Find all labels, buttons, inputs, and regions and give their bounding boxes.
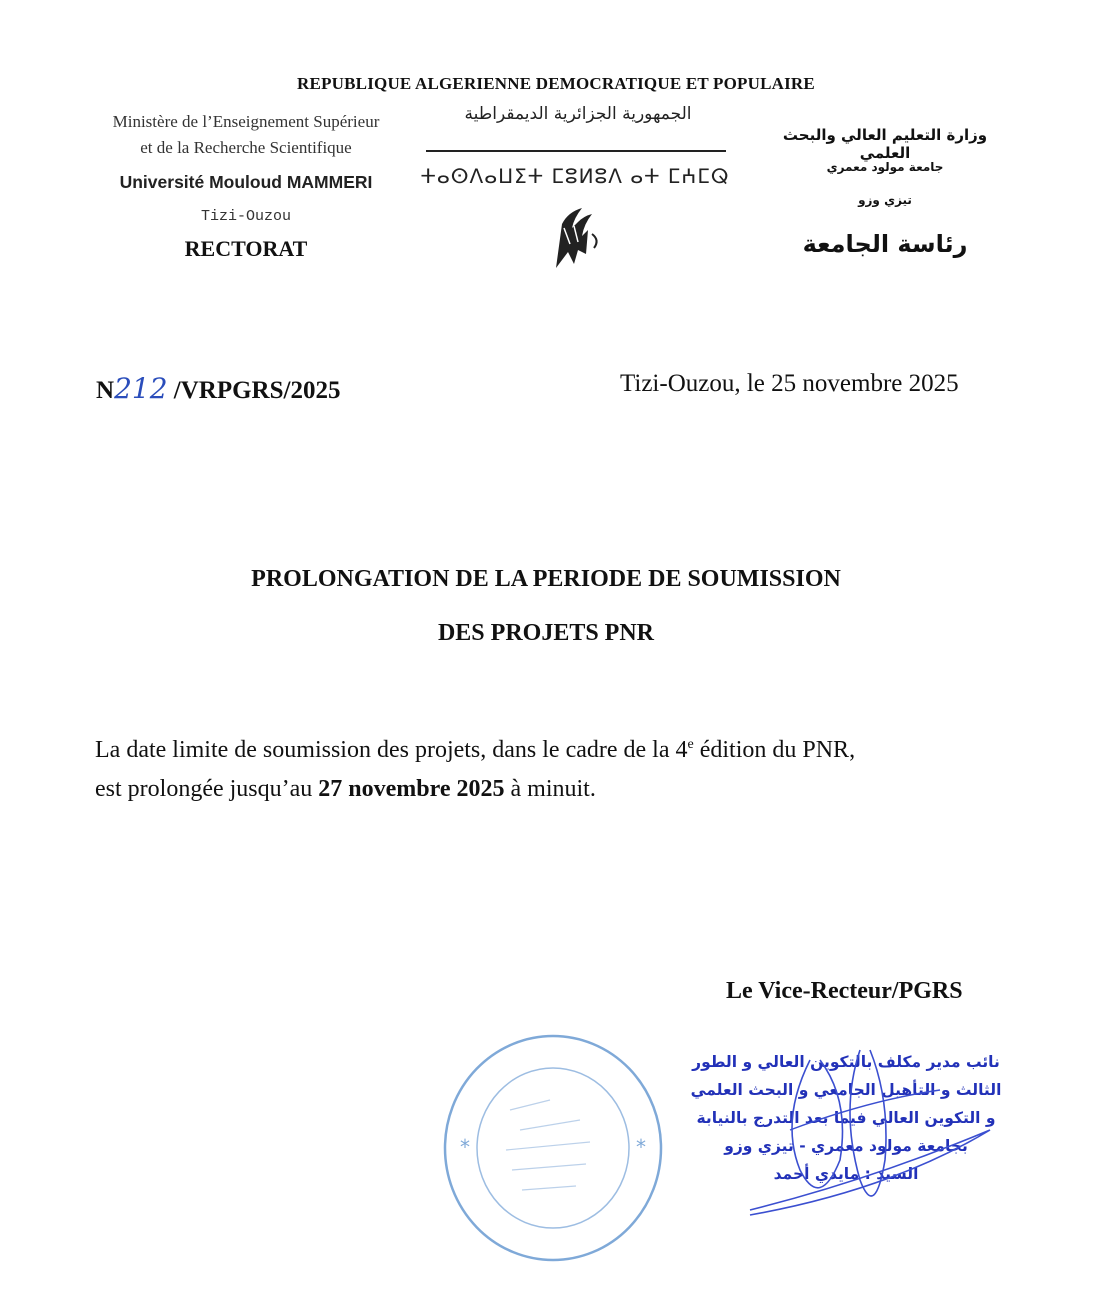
- header-divider: [426, 150, 726, 152]
- ministry-name-arabic: وزارة التعليم العالي والبحث العلمي: [782, 126, 988, 162]
- svg-text:*: *: [460, 1135, 470, 1159]
- university-name-arabic: جامعة مولود معمري: [826, 160, 944, 174]
- deadline-date: 27 novembre 2025: [318, 776, 505, 802]
- university-city: Tizi-Ouzou: [200, 208, 291, 225]
- university-name: Université Mouloud MAMMERI: [119, 172, 373, 192]
- signer-title: Le Vice-Recteur/PGRS: [726, 978, 963, 1004]
- reference-number: [96, 372, 340, 405]
- office-name: RECTORAT: [184, 236, 308, 261]
- reference-prefix: N: [96, 377, 115, 404]
- reference-handwritten-number: 212: [114, 372, 168, 405]
- stamp-line: الثالث و التأهيل الجامعي و البحث العلمي: [690, 1081, 1002, 1099]
- university-logo-icon: [548, 204, 604, 272]
- university-name-tifinagh: ⵜⴰⵙⴷⴰⵡⵉⵜ ⵎⵓⵍⵓⴷ ⴰⵜ ⵎⵄⵎⵕ: [420, 164, 730, 188]
- ordinal-suffix: e: [687, 737, 694, 752]
- body-text: à minuit.: [504, 776, 596, 802]
- stamp-line: السيد : مايدي أحمد: [773, 1165, 919, 1183]
- republic-heading: REPUBLIQUE ALGERIENNE DEMOCRATIQUE ET POPULAIRE: [297, 74, 815, 93]
- body-text: édition du PNR,: [693, 737, 856, 763]
- document-title-line1: PROLONGATION DE LA PERIODE DE SOUMISSION: [251, 566, 841, 592]
- reference-suffix: /VRPGRS/2025: [173, 377, 341, 404]
- stamp-line: بجامعة مولود معمري - تيزي وزو: [724, 1137, 968, 1155]
- official-seal-icon: [440, 1030, 666, 1266]
- university-city-arabic: تيزي وزو: [858, 193, 912, 207]
- body-paragraph: [95, 725, 1025, 809]
- republic-heading-arabic: الجمهورية الجزائرية الديمقراطية: [464, 104, 692, 124]
- svg-text:*: *: [636, 1135, 646, 1159]
- place-and-date: Tizi-Ouzou, le 25 novembre 2025: [620, 370, 959, 397]
- ministry-name-line2: et de la Recherche Scientifique: [140, 138, 352, 157]
- document-title-line2: DES PROJETS PNR: [437, 620, 655, 646]
- body-text: est prolongée jusqu’au: [95, 776, 319, 802]
- stamp-line: و التكوين العالي فيما بعد التدرج بالنيابة: [696, 1109, 996, 1127]
- office-name-arabic: رئاسة الجامعة: [802, 230, 968, 258]
- handwritten-signature-icon: [690, 1040, 1000, 1230]
- stamp-line: نائب مدير مكلف بالتكوين العالي و الطور: [692, 1053, 1000, 1071]
- ministry-name-line1: Ministère de l’Enseignement Supérieur: [112, 112, 380, 131]
- body-text: La date limite de soumission des projets, dans le cadre de la 4: [95, 737, 688, 763]
